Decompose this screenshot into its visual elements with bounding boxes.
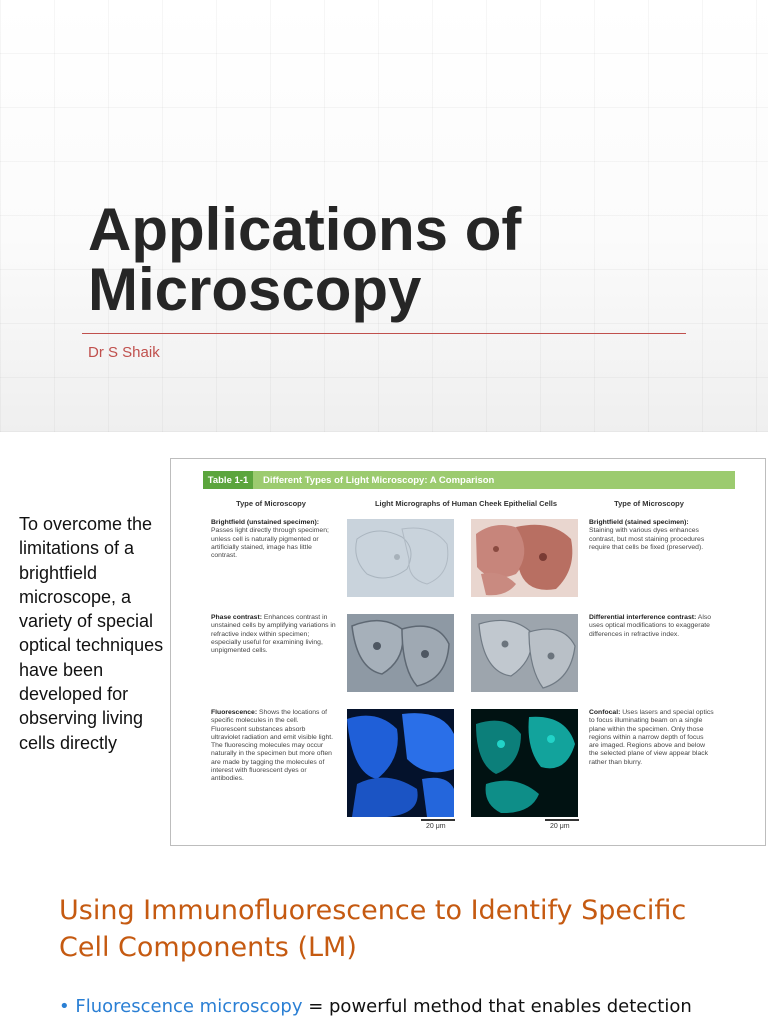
scale-bar-2 [545,819,579,821]
row-3-left-term: Fluorescence: [211,709,258,716]
scale-bar-1 [421,819,455,821]
micrograph-phase-contrast [347,614,454,692]
bullet-glyph: • [59,996,70,1017]
micrograph-differential-interference [471,614,578,692]
title-divider [82,333,686,334]
row-3-left-text: Shows the locations of specific molecules in the cell. Fluorescent substances absorb ultraviolet radiation and emit visible light. The fluorescing molecules may occur naturally in the specimen but more often are made by tagging the molecules of interest with fluorescent dyes or antibodies. [211,709,334,783]
row-2-right-term: Differential interference contrast: [589,614,697,621]
row-3-right-term: Confocal: [589,709,621,716]
bullet-item [59,996,692,1017]
row-2-left-text: Enhances contrast in unstained cells by amplifying variations in refractive index within specimen; especially useful for examining living, unpigmented cells. [211,614,336,655]
row-1-right-text: Staining with various dyes enhances contrast, but most staining procedures require that cells be fixed (preserved). [589,527,705,551]
scale-label-1: 20 μm [426,823,446,830]
row-2-left-description [211,614,336,655]
row-1-left-text: Passes light directly through specimen; unless cell is naturally pigmented or artificially stained, image has little contrast. [211,527,329,560]
column-header-right: Type of Microscopy [614,499,684,508]
slide-title-line-1: Applications of [88,196,522,263]
micrograph-confocal [471,709,578,817]
row-2-right-text: Also uses optical modifications to exaggerate differences in refractive index. [589,614,712,638]
row-2-right-description [589,614,714,639]
table-header-bar [203,471,735,489]
row-1-right-description [589,519,714,552]
intro-paragraph: To overcome the limitations of a brightfield microscope, a variety of special optical techniques have been developed for observing living cells directly [19,514,164,753]
row-1-left-description [211,519,336,560]
author-name: Dr S Shaik [88,344,160,361]
bullet-highlight-term: Fluorescence microscopy [75,996,303,1017]
column-header-left: Type of Microscopy [236,499,306,508]
bullet-text: = powerful method that enables detection [302,996,692,1017]
column-header-middle: Light Micrographs of Human Cheek Epithelial Cells [374,499,558,508]
micrograph-brightfield-stained [471,519,578,597]
scale-label-2: 20 μm [550,823,570,830]
slide-title [88,196,728,323]
section-heading: Using Immunofluorescence to Identify Specific Cell Components (LM) [59,895,687,963]
row-3-right-text: Uses lasers and special optics to focus illuminating beam on a single plane within the specimen. Only those regions within a narrow depth of focus are imaged. Regions above and below the selected plane of view appear black rather than blurry. [589,709,714,766]
micrograph-fluorescence [347,709,454,817]
title-slide [0,0,768,432]
row-1-right-term: Brightfield (stained specimen): [589,519,689,526]
microscopy-comparison-figure [170,458,766,846]
table-tag: Table 1-1 [203,471,253,489]
table-title: Different Types of Light Microscopy: A Comparison [263,474,495,486]
micrograph-brightfield-unstained [347,519,454,597]
row-3-right-description [589,709,714,767]
row-2-left-term: Phase contrast: [211,614,262,621]
content-slide [0,432,768,1024]
row-1-left-term: Brightfield (unstained specimen): [211,519,320,526]
row-3-left-description [211,709,336,784]
slide-title-line-2: Microscopy [88,256,422,323]
